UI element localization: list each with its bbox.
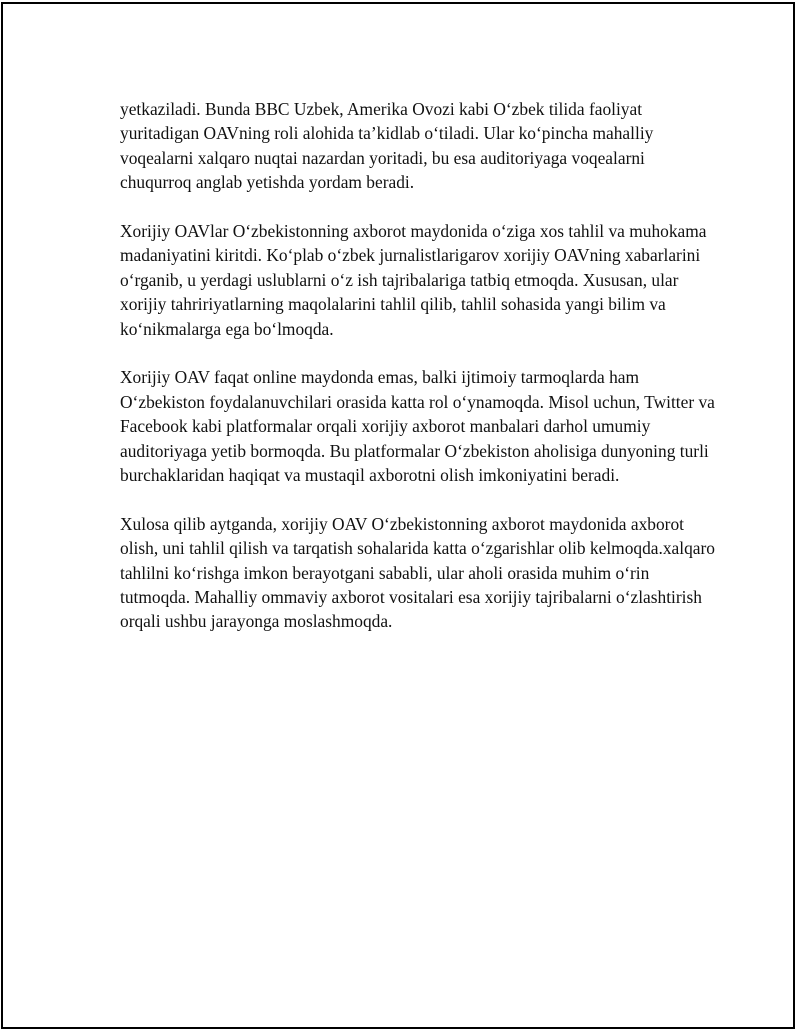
paragraph-3: Xorijiy OAV faqat online maydonda emas, balki ijtimoiy tarmoqlarda ham O‘zbekiston foydalanuvchilari orasida katta rol o‘ynamoqda. Misol uchun, Twitter va Facebook kabi platformalar orqali xorijiy axborot manbalari darhol umumiy auditoriyaga yetib bormoqda. Bu platformalar O‘zbekiston aholisiga dunyoning turli burchaklaridan haqiqat va mustaqil axborotni olish imkoniyatini beradi. bbox=[120, 367, 715, 486]
paragraph-2: Xorijiy OAVlar O‘zbekistonning axborot maydonida o‘ziga xos tahlil va muhokama madaniyatini kiritdi. Ko‘plab o‘zbek jurnalistlarigarov xorijiy OAVning xabarlarini o‘rganib, u yerdagi uslublarni o‘z ish tajribalariga tatbiq etmoqda. Xususan, ular xorijiy tahririyatlarning maqolalarini tahlil qilib, tahlil sohasida yangi bilim va ko‘nikmalarga ega bo‘lmoqda. bbox=[120, 221, 707, 339]
document-page bbox=[1, 2, 795, 1029]
paragraph-4: Xulosa qilib aytganda, xorijiy OAV O‘zbekistonning axborot maydonida axborot olish, uni tahlil qilish va tarqatish sohalarida katta o‘zgarishlar olib kelmoqda.xalqaro tahlilni ko‘rishga imkon berayotgani sababli, ular aholi orasida muhim o‘rin tutmoqda. Mahalliy ommaviy axborot vositalari esa xorijiy tajribalarni o‘zlashtirish orqali ushbu jarayonga moslashmoqda. bbox=[120, 513, 715, 632]
paragraph-1: yetkaziladi. Bunda BBC Uzbek, Amerika Ovozi kabi O‘zbek tilida faoliyat yuritadigan OAVning roli alohida ta’kidlab o‘tiladi. Ular ko‘pincha mahalliy voqealarni xalqaro nuqtai nazardan yoritadi, bu esa auditoriyaga voqealarni chuqurroq anglab yetishda yordam beradi. bbox=[120, 99, 654, 193]
document-body bbox=[120, 97, 720, 658]
